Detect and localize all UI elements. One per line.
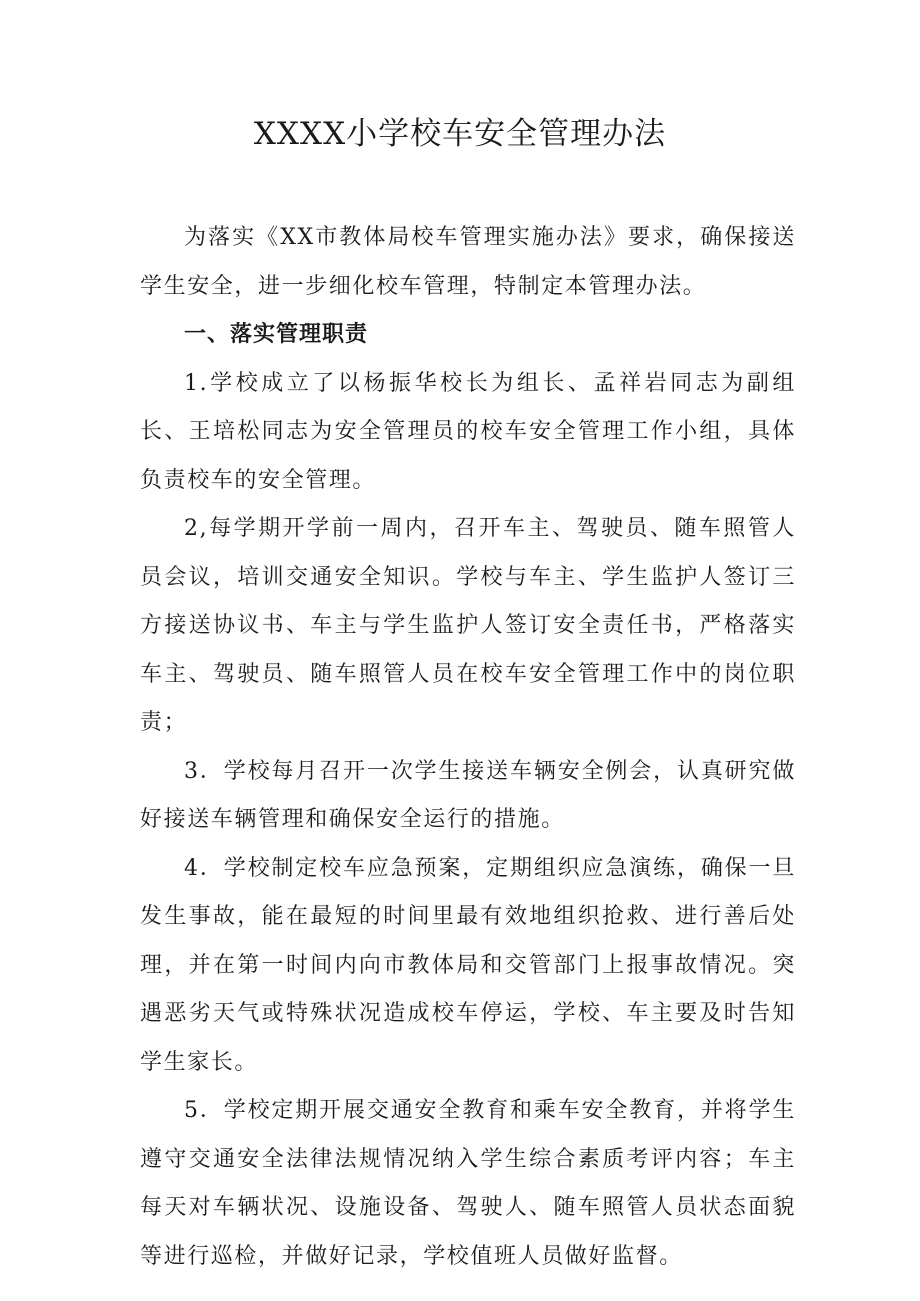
item-paragraph-3: 3．学校每月召开一次学生接送车辆安全例会，认真研究做好接送车辆管理和确保安全运行的措施。 <box>140 758 796 832</box>
document-body <box>140 214 796 1281</box>
item-paragraph-4: 4．学校制定校车应急预案，定期组织应急演练，确保一旦发生事故，能在最短的时间里最有效地组织抢救、进行善后处理，并在第一时间内向市教体局和交管部门上报事故情况。突遇恶劣天气或特殊状况造成校车停运，学校、车主要及时告知学生家长。 <box>140 855 796 1075</box>
item-paragraph-1: 1.学校成立了以杨振华校长为组长、孟祥岩同志为副组长、王培松同志为安全管理员的校车安全管理工作小组，具体负责校车的安全管理。 <box>140 370 796 493</box>
item-paragraph-5: 5．学校定期开展交通安全教育和乘车安全教育，并将学生遵守交通安全法律法规情况纳入学生综合素质考评内容；车主每天对车辆状况、设施设备、驾驶人、随车照管人员状态面貌等进行巡检，并做好记录，学校值班人员做好监督。 <box>140 1098 796 1269</box>
intro-paragraph: 为落实《XX市教体局校车管理实施办法》要求，确保接送学生安全，进一步细化校车管理，特制定本管理办法。 <box>140 225 796 299</box>
item-paragraph-2: 2,每学期开学前一周内，召开车主、驾驶员、随车照管人员会议，培训交通安全知识。学校与车主、学生监护人签订三方接送协议书、车主与学生监护人签订安全责任书，严格落实车主、驾驶员、随车照管人员在校车安全管理工作中的岗位职责； <box>140 516 796 735</box>
document-title: XXXX小学校车安全管理办法 <box>253 116 667 152</box>
section-heading: 一、落实管理职责 <box>184 322 369 347</box>
